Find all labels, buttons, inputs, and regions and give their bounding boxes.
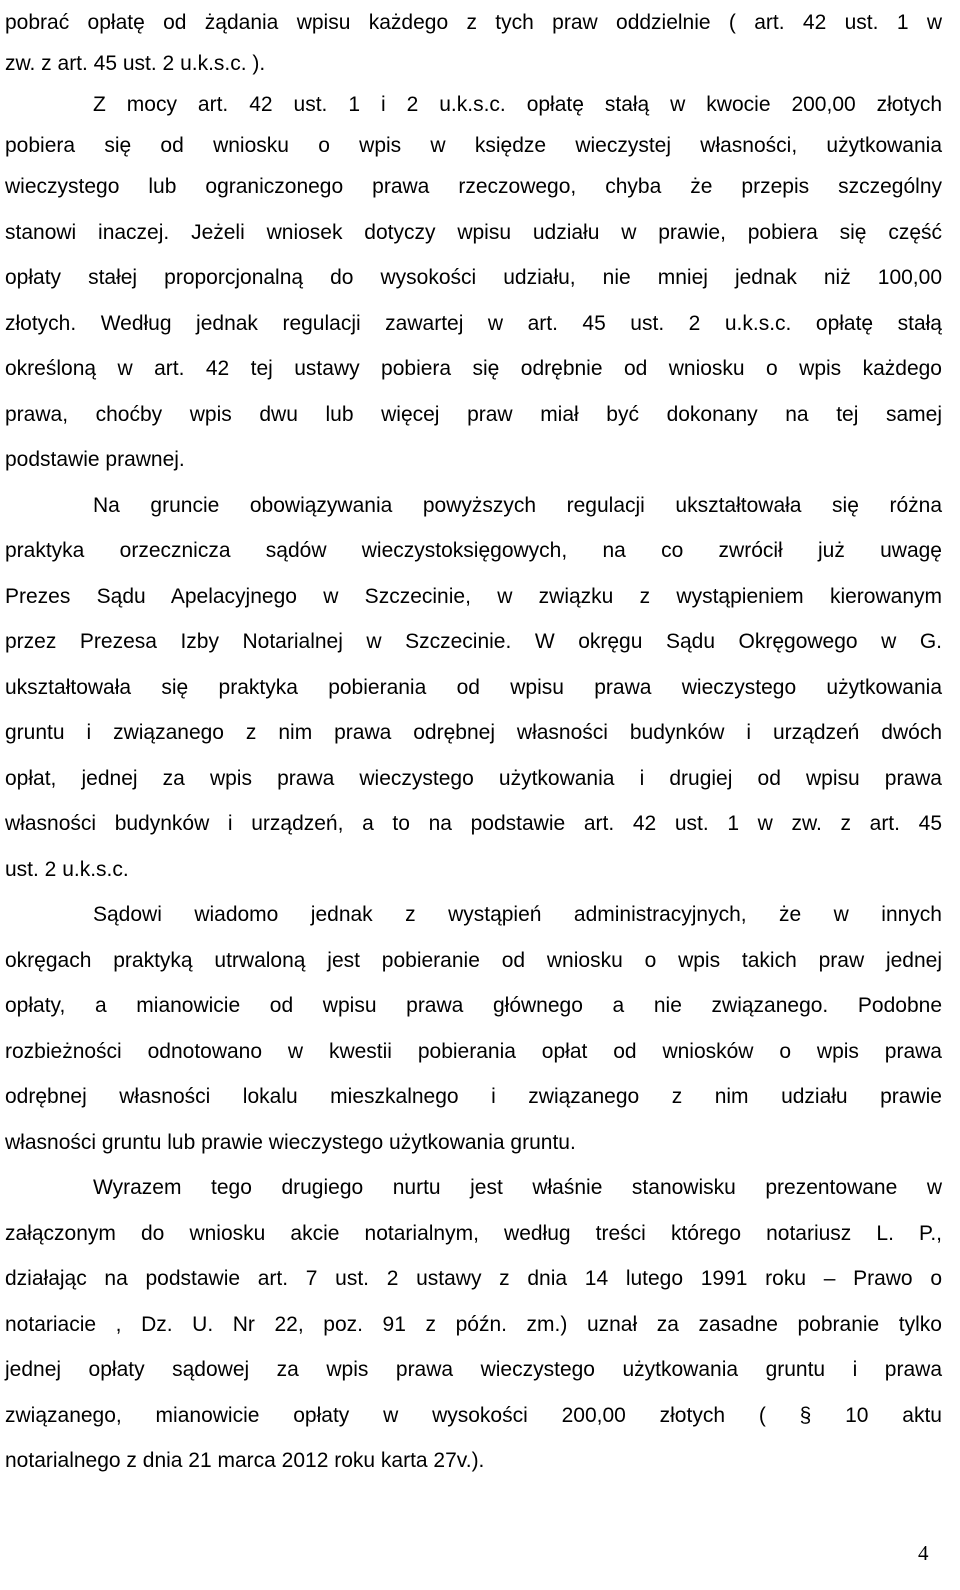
text-line: prawa, choćby wpis dwu lub więcej praw miał być dokonany na tej samej [5, 403, 942, 426]
text-line: związanego, mianowicie opłaty w wysokości 200,00 złotych ( § 10 aktu [5, 1404, 942, 1427]
text-line: działając na podstawie art. 7 ust. 2 ustawy z dnia 14 lutego 1991 roku – Prawo o [5, 1267, 942, 1290]
text-line: pobiera się od wniosku o wpis w księdze wieczystej własności, użytkowania [5, 134, 942, 157]
text-line: przez Prezesa Izby Notarialnej w Szczecinie. W okręgu Sądu Okręgowego w G. [5, 630, 942, 653]
text-line: własności gruntu lub prawie wieczystego użytkowania gruntu. [5, 1131, 576, 1154]
text-line: Na gruncie obowiązywania powyższych regulacji ukształtowała się różna [93, 494, 942, 517]
text-line: załączonym do wniosku akcie notarialnym, według treści którego notariusz L. P., [5, 1222, 942, 1245]
text-line: okręgach praktyką utrwaloną jest pobieranie od wniosku o wpis takich praw jednej [5, 949, 942, 972]
text-line: zw. z art. 45 ust. 2 u.k.s.c. ). [5, 52, 266, 75]
text-line: Sądowi wiadomo jednak z wystąpień administracyjnych, że w innych [93, 903, 942, 926]
text-line: rozbieżności odnotowano w kwestii pobierania opłat od wniosków o wpis prawa [5, 1040, 942, 1063]
text-line: notarialnego z dnia 21 marca 2012 roku karta 27v.). [5, 1449, 485, 1472]
page-number: 4 [918, 1541, 929, 1565]
text-line: pobrać opłatę od żądania wpisu każdego z tych praw oddzielnie ( art. 42 ust. 1 w [5, 11, 942, 34]
text-line: opłaty, a mianowicie od wpisu prawa głównego a nie związanego. Podobne [5, 994, 942, 1017]
text-line: wieczystego lub ograniczonego prawa rzeczowego, chyba że przepis szczególny [5, 175, 942, 198]
text-line: notariacie , Dz. U. Nr 22, poz. 91 z późn. zm.) uznał za zasadne pobranie tylko [5, 1313, 942, 1336]
text-line: praktyka orzecznicza sądów wieczystoksięgowych, na co zwrócił już uwagę [5, 539, 942, 562]
text-line: stanowi inaczej. Jeżeli wniosek dotyczy wpisu udziału w prawie, pobiera się część [5, 221, 942, 244]
text-line: określoną w art. 42 tej ustawy pobiera się odrębnie od wniosku o wpis każdego [5, 357, 942, 380]
text-line: Prezes Sądu Apelacyjnego w Szczecinie, w związku z wystąpieniem kierowanym [5, 585, 942, 608]
text-line: złotych. Według jednak regulacji zawartej w art. 45 ust. 2 u.k.s.c. opłatę stałą [5, 312, 942, 335]
text-line: Z mocy art. 42 ust. 1 i 2 u.k.s.c. opłatę stałą w kwocie 200,00 złotych [93, 93, 942, 116]
text-line: opłat, jednej za wpis prawa wieczystego użytkowania i drugiej od wpisu prawa [5, 767, 942, 790]
text-line: Wyrazem tego drugiego nurtu jest właśnie stanowisku prezentowane w [93, 1176, 942, 1199]
text-line: ust. 2 u.k.s.c. [5, 858, 129, 881]
text-line: jednej opłaty sądowej za wpis prawa wieczystego użytkowania gruntu i prawa [5, 1358, 942, 1381]
text-line: gruntu i związanego z nim prawa odrębnej własności budynków i urządzeń dwóch [5, 721, 942, 744]
text-line: opłaty stałej proporcjonalną do wysokości udziału, nie mniej jednak niż 100,00 [5, 266, 942, 289]
text-line: odrębnej własności lokalu mieszkalnego i związanego z nim udziału prawie [5, 1085, 942, 1108]
text-line: ukształtowała się praktyka pobierania od wpisu prawa wieczystego użytkowania [5, 676, 942, 699]
text-line: własności budynków i urządzeń, a to na podstawie art. 42 ust. 1 w zw. z art. 45 [5, 812, 942, 835]
text-line: podstawie prawnej. [5, 448, 185, 471]
